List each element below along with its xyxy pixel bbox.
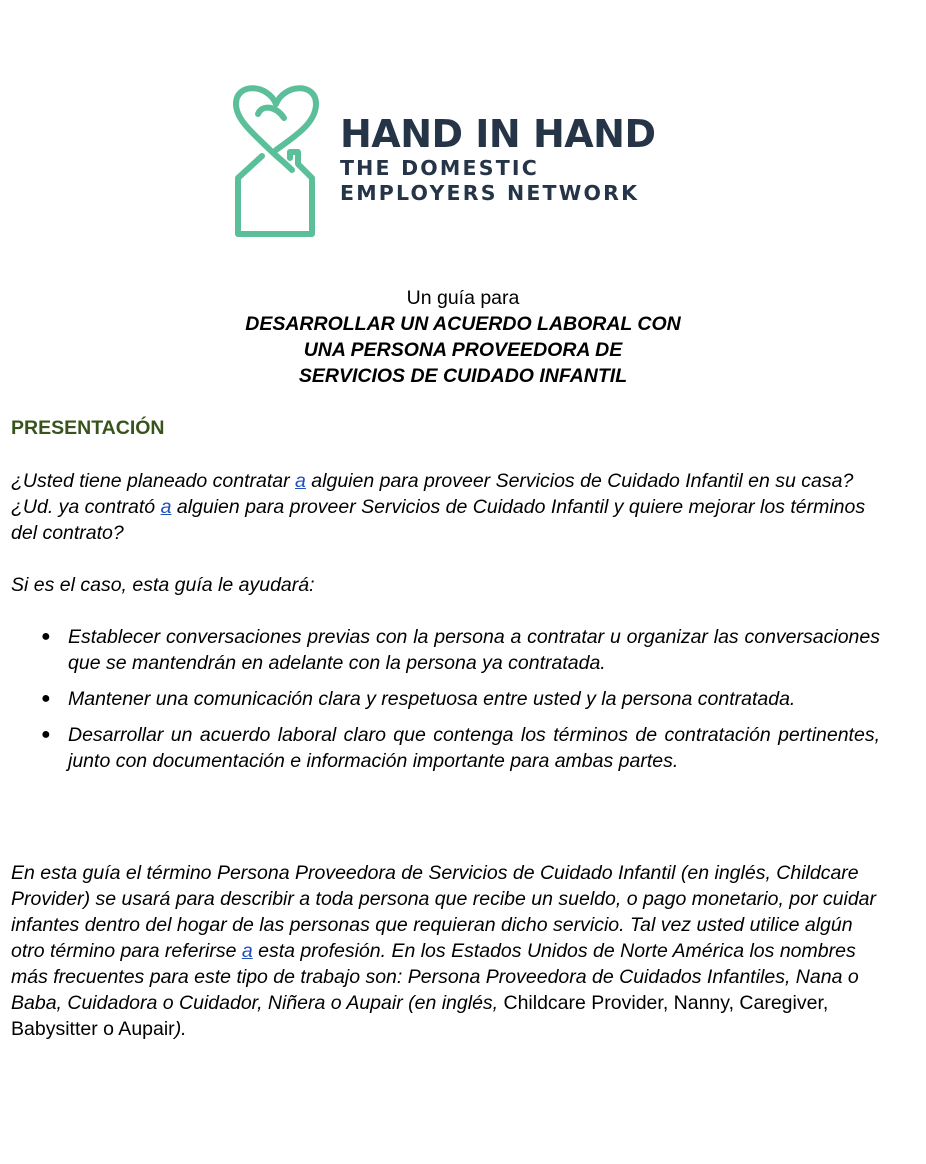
list-item xyxy=(41,686,880,712)
document-title xyxy=(0,285,926,389)
intro-text-b: alguien para proveer Servicios de Cuidado Infantil en su casa? ¿Ud. ya contrató xyxy=(11,470,854,518)
logo-title: HAND IN HAND xyxy=(340,112,656,156)
definition-text-a: En esta guía el término Persona Proveedora de Servicios de Cuidado Infantil (en inglés, Childcare Provider) se usará para describir a toda persona que recibe un sueldo, o pago monetario, por cuidar infantes dentro del hogar de las personas que requieran dicho servicio. Tal vez usted utilice algún otro término para referirse xyxy=(11,862,877,962)
underlined-word-a: a xyxy=(160,496,172,518)
heart-house-icon xyxy=(232,78,322,240)
list-item-text: Establecer conversaciones previas con la persona a contratar u organizar las conversaciones que se mantendrán en adelante con la persona ya contratada. xyxy=(68,626,880,674)
bullet-icon: ● xyxy=(41,690,51,707)
logo-wordmark xyxy=(340,112,656,206)
title-intro: Un guía para xyxy=(406,287,520,309)
list-item-text: Mantener una comunicación clara y respetuosa entre usted y la persona contratada. xyxy=(68,688,796,710)
bullet-icon: ● xyxy=(41,726,51,743)
definition-paragraph xyxy=(11,860,881,1042)
underlined-word-a: a xyxy=(241,940,253,962)
bullet-icon: ● xyxy=(41,628,51,645)
intro-paragraph xyxy=(11,468,881,546)
section-heading: PRESENTACIÓN xyxy=(11,417,165,439)
title-line-3: SERVICIOS DE CUIDADO INFANTIL xyxy=(298,365,628,387)
lead-in-paragraph: Si es el caso, esta guía le ayudará: xyxy=(11,574,315,596)
logo-subtitle-line1: THE DOMESTIC xyxy=(340,156,539,180)
underlined-word-a: a xyxy=(295,470,306,492)
hand-in-hand-logo xyxy=(232,78,672,240)
goals-list xyxy=(0,624,926,784)
title-line-2: UNA PERSONA PROVEEDORA DE xyxy=(303,339,623,361)
list-item-text: Desarrollar un acuerdo laboral claro que contenga los términos de contratación pertinentes, junto con documentación e información importante para ambas partes. xyxy=(68,724,880,772)
definition-text-b: esta profesión. En los Estados Unidos de Norte América los nombres más frecuentes para este tipo de trabajo son: Persona Proveedora de Cuidados Infantiles, Nana o Baba, Cuidadora o Cuidador, Niñera o Aupair (en inglés, xyxy=(11,940,859,1014)
list-item xyxy=(41,624,880,676)
english-terms: Childcare Provider, Nanny, Caregiver, Babysitter o Aupair xyxy=(11,992,829,1040)
logo-subtitle-line2: EMPLOYERS NETWORK xyxy=(340,181,640,205)
definition-text-c: ). xyxy=(174,1018,187,1040)
intro-text-c: alguien para proveer Servicios de Cuidado Infantil y quiere mejorar los términos del contrato? xyxy=(11,496,866,544)
list-item xyxy=(41,722,880,774)
intro-text-a: ¿Usted tiene planeado contratar xyxy=(11,470,296,492)
title-line-1: DESARROLLAR UN ACUERDO LABORAL CON xyxy=(245,313,681,335)
